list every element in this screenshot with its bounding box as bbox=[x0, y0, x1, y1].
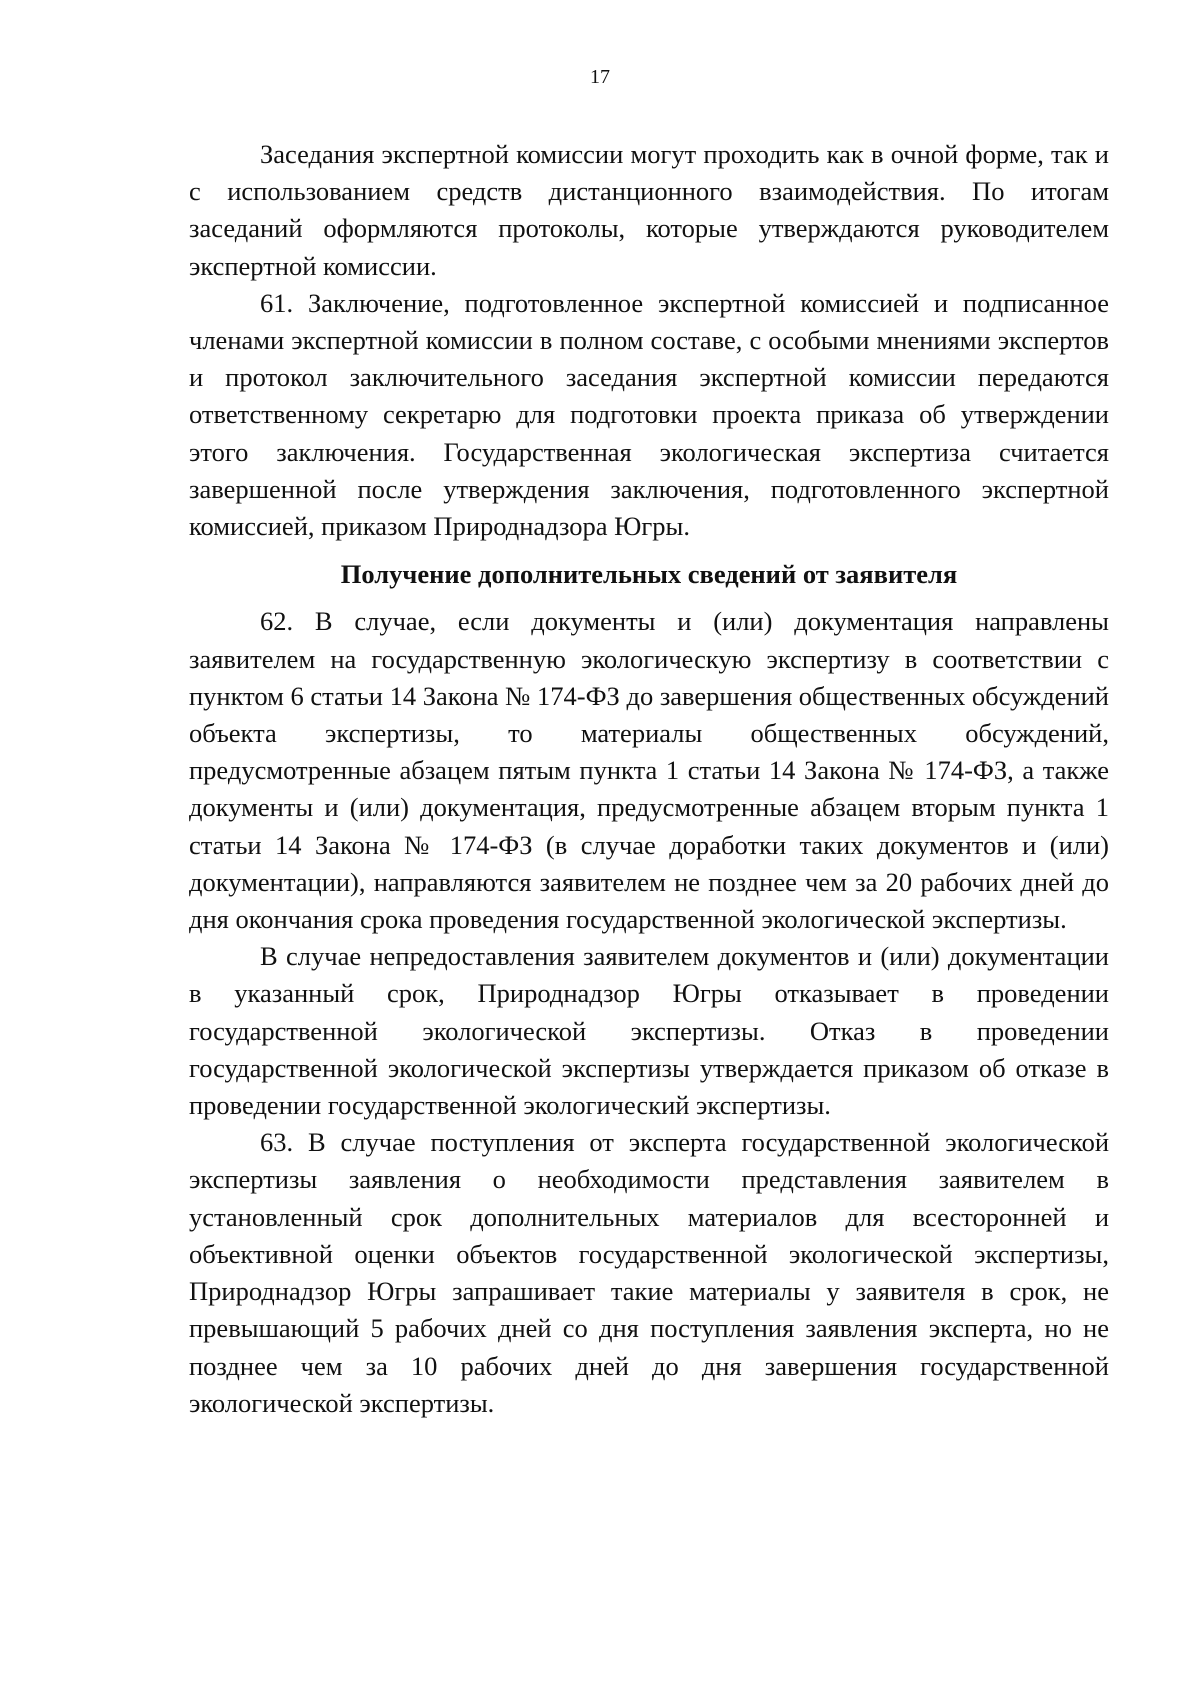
document-body bbox=[189, 136, 1109, 1422]
paragraph-63: 63. В случае поступления от эксперта государственной экологической экспертизы заявления о необходимости представления заявителем в установленный срок дополнительных материалов для всесторонней и объективной оценки объектов государственной экологической экспертизы, Природнадзор Югры запрашивает такие материалы у заявителя в срок, не превышающий 5 рабочих дней со дня поступления заявления эксперта, но не позднее чем за 10 рабочих дней до дня завершения государственной экологической экспертизы. bbox=[189, 1127, 1109, 1418]
section-heading: Получение дополнительных сведений от заявителя bbox=[340, 559, 958, 590]
page-number: 17 bbox=[590, 66, 610, 88]
paragraph-refusal: В случае непредоставления заявителем документов и (или) документации в указанный срок, Природнадзор Югры отказывает в проведении государственной экологической экспертизы. Отказ в проведении государственной экологической экспертизы утверждается приказом об отказе в проведении государственной экологический экспертизы. bbox=[189, 941, 1109, 1121]
paragraph-61: 61. Заключение, подготовленное экспертной комиссией и подписанное членами экспертной комиссии в полном составе, с особыми мнениями экспертов и протокол заключительного заседания экспертной комиссии передаются ответственному секретарю для подготовки проекта приказа об утверждении этого заключения. Государственная экологическая экспертиза считается завершенной после утверждения заключения, подготовленного экспертной комиссией, приказом Природнадзора Югры. bbox=[189, 287, 1109, 542]
paragraph-commission-meetings: Заседания экспертной комиссии могут проходить как в очной форме, так и с использованием средств дистанционного взаимодействия. По итогам заседаний оформляются протоколы, которые утверждаются руководителем экспертной комиссии. bbox=[189, 139, 1109, 281]
paragraph-62: 62. В случае, если документы и (или) документация направлены заявителем на государственную экологическую экспертизу в соответствии с пунктом 6 статьи 14 Закона № 174-ФЗ до завершения общественных обсуждений объекта экспертизы, то материалы общественных обсуждений, предусмотренные абзацем пятым пункта 1 статьи 14 Закона № 174-ФЗ, а также документы и (или) документация, предусмотренные абзацем вторым пункта 1 статьи 14 Закона № 174-ФЗ (в случае доработки таких документов и (или) документации), направляются заявителем не позднее чем за 20 рабочих дней до дня окончания срока проведения государственной экологической экспертизы. bbox=[189, 606, 1109, 935]
